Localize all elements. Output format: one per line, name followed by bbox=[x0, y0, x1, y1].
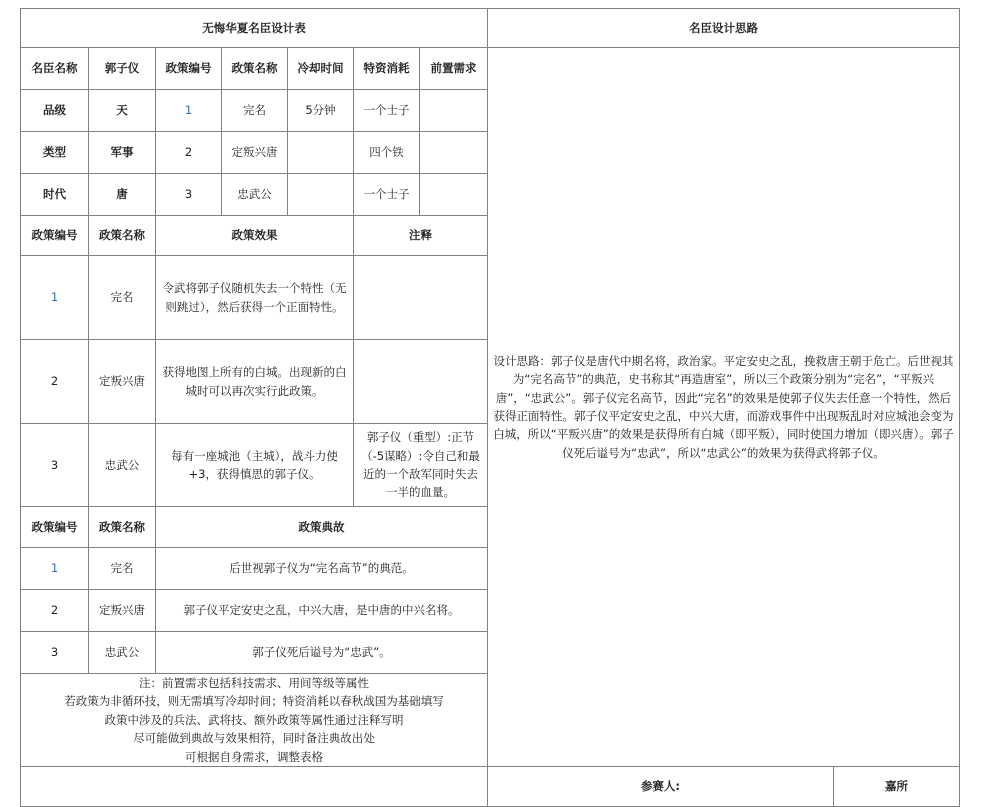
info-label: 品级 bbox=[21, 90, 89, 132]
info-value: 唐 bbox=[89, 174, 156, 216]
footnote-line: 政策中涉及的兵法、武将技、额外政策等属性通过注释写明 bbox=[104, 712, 404, 727]
effect-note bbox=[354, 256, 488, 340]
info-label: 类型 bbox=[21, 132, 89, 174]
footnote bbox=[21, 674, 488, 767]
effect-header-note: 注释 bbox=[354, 216, 488, 256]
design-thought: 设计思路：郭子仪是唐代中期名将，政治家。平定安史之乱，挽救唐王朝于危亡。后世视其为“完名高节”的典范，史书称其“再造唐室”，所以三个政策分别为“完名”，“平叛兴唐”，“忠武公”。郭子仪完名高节，因此“完名”的效果是使郭子仪失去任意一个特性，然后获得正面特性。郭子仪平定安史之乱，中兴大唐，而游戏事件中出现叛乱时对应城池会变为白城，所以“平叛兴唐”的效果是获得所有白城（即平叛），同时使国力增加（即兴唐）。郭子仪死后谥号为“忠武”，所以“忠武公”的效果为获得武将郭子仪。 bbox=[488, 48, 960, 767]
effect-header-effect: 政策效果 bbox=[156, 216, 354, 256]
footnote-line: 尽可能做到典故与效果相符，同时备注典故出处 bbox=[133, 731, 375, 746]
effect-policy-name: 忠武公 bbox=[89, 424, 156, 507]
story-text: 郭子仪平定安史之乱，中兴大唐，是中唐的中兴名将。 bbox=[156, 590, 488, 632]
info-policy-name: 完名 bbox=[222, 90, 288, 132]
effect-text: 令武将郭子仪随机失去一个特性（无则跳过），然后获得一个正面特性。 bbox=[156, 256, 354, 340]
info-cost: 一个士子 bbox=[354, 174, 420, 216]
info-cost: 一个士子 bbox=[354, 90, 420, 132]
story-text: 后世视郭子仪为“完名高节”的典范。 bbox=[156, 548, 488, 590]
effect-policy-no: 3 bbox=[21, 424, 89, 507]
info-label: 时代 bbox=[21, 174, 89, 216]
info-policy-name: 忠武公 bbox=[222, 174, 288, 216]
effect-header-no: 政策编号 bbox=[21, 216, 89, 256]
info-policy-no: 1 bbox=[156, 90, 222, 132]
info-value: 天 bbox=[89, 90, 156, 132]
header-cooldown: 冷却时间 bbox=[288, 48, 354, 90]
header-policy-no: 政策编号 bbox=[156, 48, 222, 90]
info-policy-name: 定叛兴唐 bbox=[222, 132, 288, 174]
story-policy-name: 忠武公 bbox=[89, 632, 156, 674]
header-policy-name: 政策名称 bbox=[222, 48, 288, 90]
info-cost: 四个铁 bbox=[354, 132, 420, 174]
story-policy-no: 1 bbox=[21, 548, 89, 590]
participant-label: 参赛人: bbox=[488, 766, 834, 806]
header-name-label: 名臣名称 bbox=[21, 48, 89, 90]
effect-policy-name: 定叛兴唐 bbox=[89, 340, 156, 424]
effect-policy-no: 1 bbox=[21, 256, 89, 340]
effect-text: 获得地图上所有的白城。出现新的白城时可以再次实行此政策。 bbox=[156, 340, 354, 424]
header-name-value: 郭子仪 bbox=[89, 48, 156, 90]
info-cooldown bbox=[288, 132, 354, 174]
story-policy-name: 完名 bbox=[89, 548, 156, 590]
design-sheet bbox=[20, 8, 960, 807]
effect-note: 郭子仪（重型）:正节（-5谋略）:令自己和最近的一个敌军同时失去一半的血量。 bbox=[354, 424, 488, 507]
story-header-name: 政策名称 bbox=[89, 507, 156, 548]
left-title: 无悔华夏名臣设计表 bbox=[21, 9, 488, 48]
info-prerequisite bbox=[420, 132, 488, 174]
story-policy-name: 定叛兴唐 bbox=[89, 590, 156, 632]
header-prerequisite: 前置需求 bbox=[420, 48, 488, 90]
effect-policy-name: 完名 bbox=[89, 256, 156, 340]
info-prerequisite bbox=[420, 90, 488, 132]
effect-policy-no: 2 bbox=[21, 340, 89, 424]
design-table bbox=[20, 8, 960, 807]
footnote-line: 注：前置需求包括科技需求、用间等级等属性 bbox=[139, 676, 369, 690]
info-policy-no: 2 bbox=[156, 132, 222, 174]
right-title: 名臣设计思路 bbox=[488, 9, 960, 48]
info-prerequisite bbox=[420, 174, 488, 216]
effect-note bbox=[354, 340, 488, 424]
info-cooldown: 5分钟 bbox=[288, 90, 354, 132]
effect-header-name: 政策名称 bbox=[89, 216, 156, 256]
info-value: 军事 bbox=[89, 132, 156, 174]
story-header-story: 政策典故 bbox=[156, 507, 488, 548]
story-policy-no: 3 bbox=[21, 632, 89, 674]
info-policy-no: 3 bbox=[156, 174, 222, 216]
story-text: 郭子仪死后谥号为“忠武”。 bbox=[156, 632, 488, 674]
story-policy-no: 2 bbox=[21, 590, 89, 632]
footnote-tail bbox=[21, 766, 488, 806]
header-cost: 特资消耗 bbox=[354, 48, 420, 90]
footnote-line: 可根据自身需求，调整表格 bbox=[185, 749, 323, 764]
effect-text: 每有一座城池（主城），战斗力使+3，获得慎思的郭子仪。 bbox=[156, 424, 354, 507]
participant-value: 嘉所 bbox=[834, 766, 960, 806]
info-cooldown bbox=[288, 174, 354, 216]
story-header-no: 政策编号 bbox=[21, 507, 89, 548]
footnote-line: 若政策为非循环技，则无需填写冷却时间；特资消耗以春秋战国为基础填写 bbox=[64, 694, 444, 709]
